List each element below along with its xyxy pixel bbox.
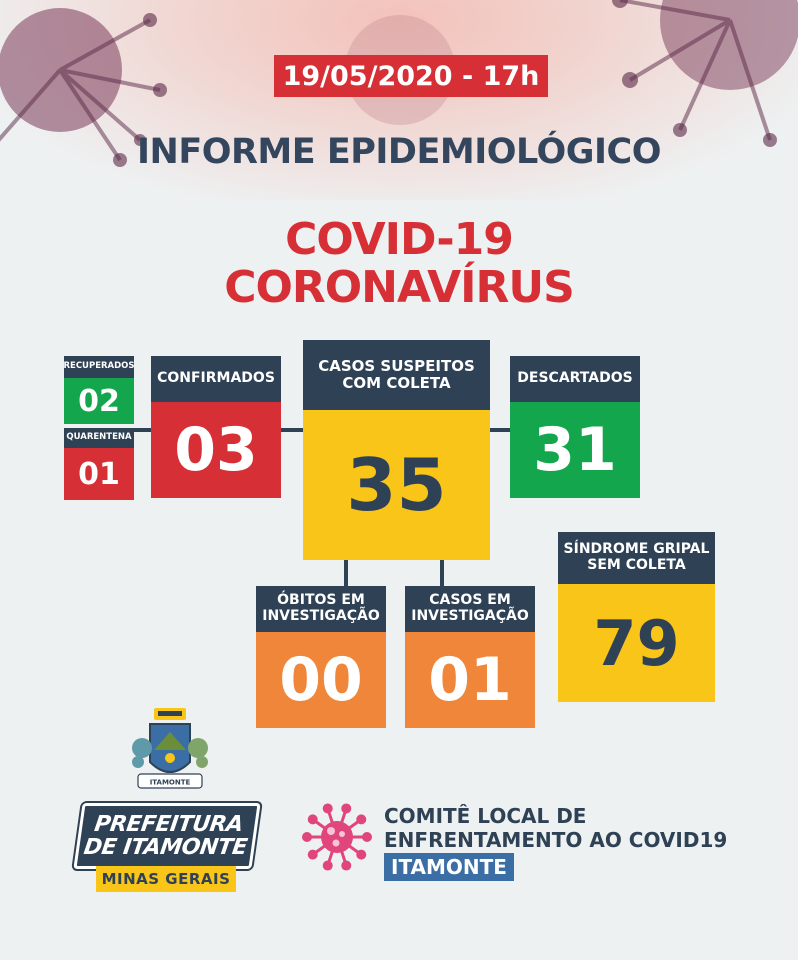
date-badge: 19/05/2020 - 17h — [274, 55, 548, 97]
stat-label: CONFIRMADOS — [151, 356, 281, 402]
stat-label-line2: SEM COLETA — [587, 557, 686, 573]
stat-sindrome-gripal — [558, 532, 715, 702]
stat-value: 79 — [558, 584, 715, 702]
stat-value: 02 — [64, 378, 134, 424]
stat-label: DESCARTADOS — [510, 356, 640, 402]
stat-confirmados — [151, 356, 281, 498]
comite-title — [384, 804, 727, 853]
connector-line — [488, 428, 512, 432]
connector-line — [344, 558, 348, 588]
stat-label — [405, 586, 535, 632]
comite-tag: ITAMONTE — [384, 853, 514, 881]
stat-value: 31 — [510, 402, 640, 498]
stat-value: 01 — [405, 632, 535, 728]
headline-coronavirus: CORONAVÍRUS — [224, 262, 574, 313]
stat-label: RECUPERADOS — [64, 356, 134, 378]
comite-line2: ENFRENTAMENTO AO COVID19 — [384, 828, 728, 853]
stat-label-line2: INVESTIGAÇÃO — [411, 608, 529, 624]
prefeitura-line2: DE ITAMONTE — [82, 835, 249, 860]
connector-line — [440, 558, 444, 588]
stat-descartados — [510, 356, 640, 498]
stat-label-line1: SÍNDROME GRIPAL — [563, 541, 710, 558]
stat-value: 03 — [151, 402, 281, 498]
stat-label: QUARENTENA — [64, 428, 134, 448]
stat-quarentena — [64, 428, 134, 500]
stat-label-line2: COM COLETA — [342, 374, 451, 392]
prefeitura-logo — [73, 803, 260, 869]
stat-label-line1: CASOS EM — [429, 592, 511, 609]
stat-label — [303, 340, 490, 410]
stat-casos-suspeitos — [303, 340, 490, 560]
stat-recuperados — [64, 356, 134, 424]
headline-covid: COVID-19 — [285, 214, 513, 265]
stat-label — [558, 532, 715, 584]
coat-of-arms-icon — [124, 706, 216, 796]
report-title: INFORME EPIDEMIOLÓGICO — [137, 132, 661, 172]
state-label: MINAS GERAIS — [96, 866, 236, 892]
stat-label-line2: INVESTIGAÇÃO — [262, 608, 380, 624]
comite-line1: COMITÊ LOCAL DE — [384, 804, 587, 828]
stat-label-line1: CASOS SUSPEITOS — [318, 357, 475, 376]
stat-label-line1: ÓBITOS EM — [277, 592, 365, 609]
virus-icon — [300, 800, 374, 874]
stat-value: 00 — [256, 632, 386, 728]
prefeitura-line1: PREFEITURA — [92, 811, 245, 837]
stat-value: 35 — [303, 410, 490, 560]
stat-value: 01 — [64, 448, 134, 500]
stat-label — [256, 586, 386, 632]
crest-scroll-text: ITAMONTE — [149, 778, 191, 787]
stat-casos-investigacao — [405, 586, 535, 728]
stat-obitos-investigacao — [256, 586, 386, 728]
